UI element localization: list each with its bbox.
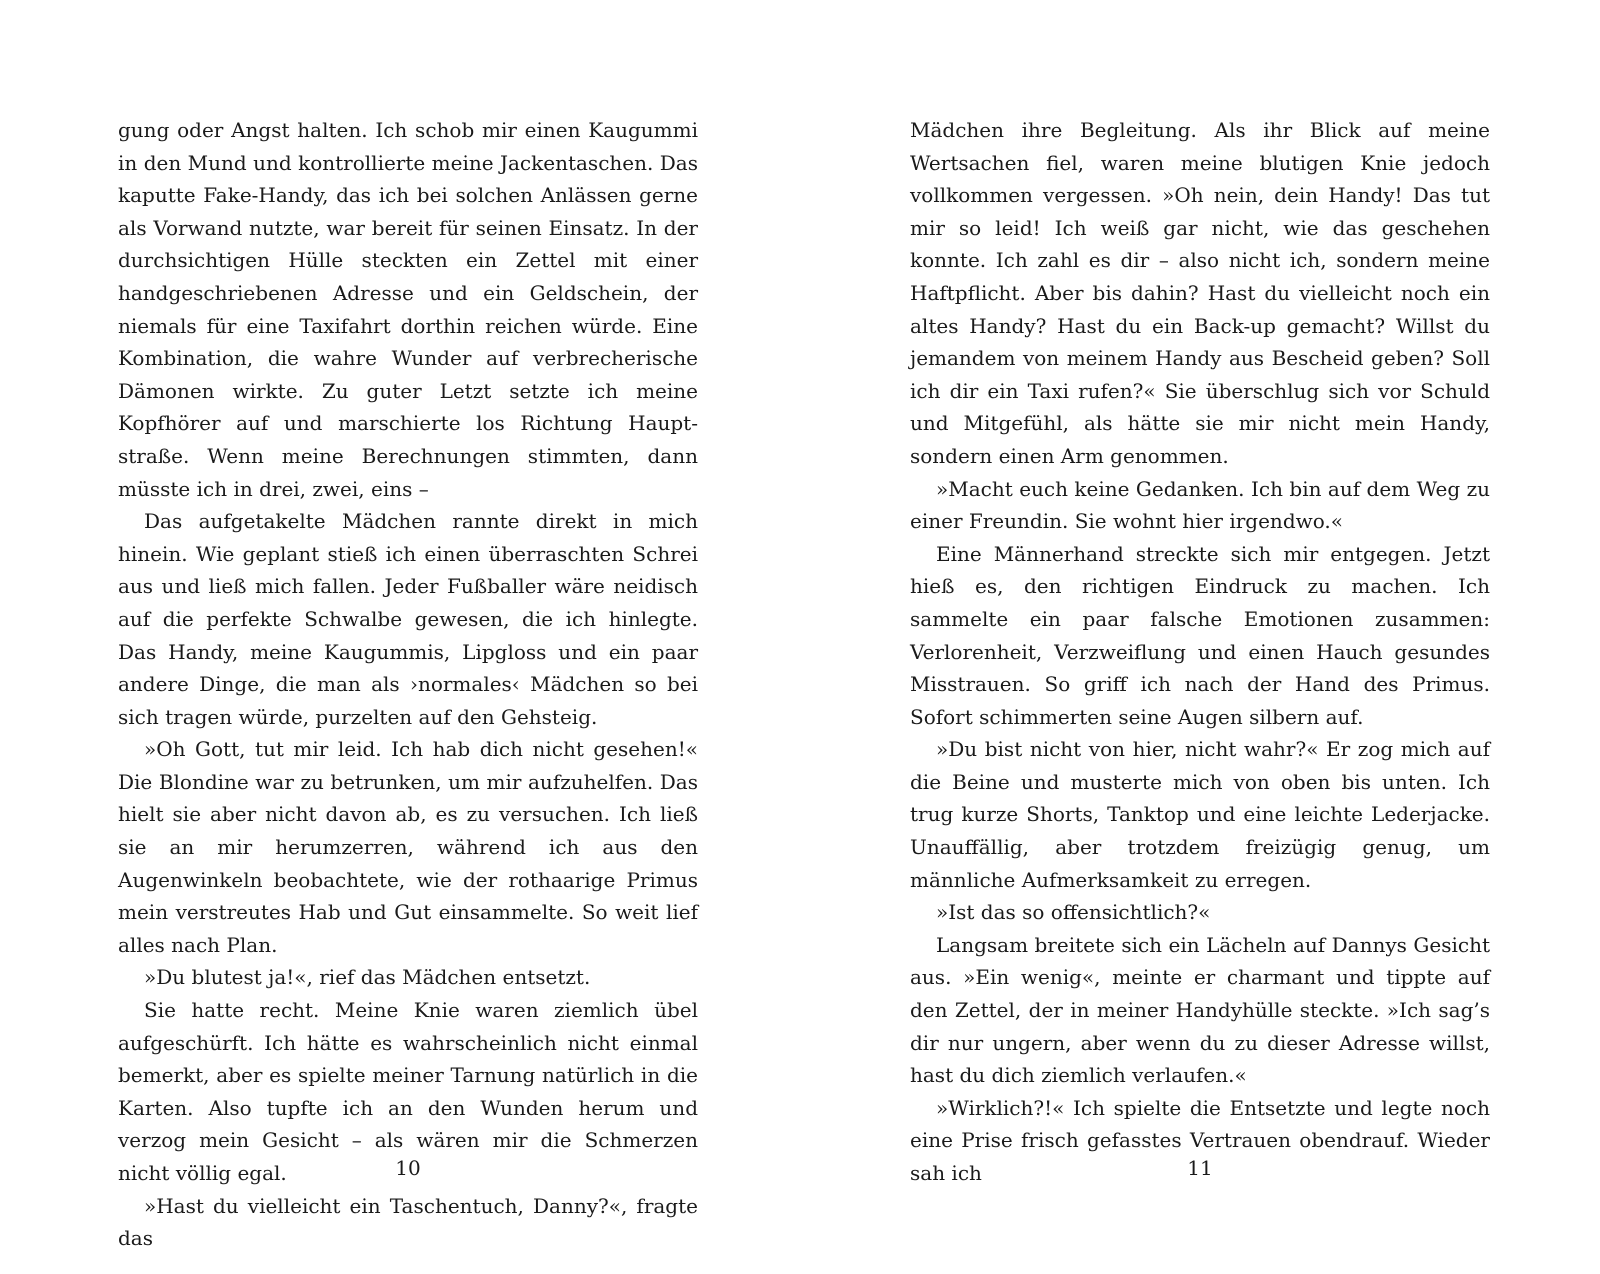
paragraph: »Hast du vielleicht ein Taschentuch, Danny?«, fragte das — [118, 1193, 698, 1251]
paragraph: »Ist das so offensichtlich?« — [936, 900, 1211, 925]
paragraph: Mädchen ihre Begleitung. Als ihr Blick auf meine Wertsachen fiel, waren meine blutigen Knie jedoch vollkommen vergessen. »Oh nein, dein Handy! Das tut mir so leid! Ich weiß gar nicht, wie das geschehen konnte. Ich zahl es dir – also nicht ich, sondern meine Haftpflicht. Aber bis dahin? Hast du vielleicht noch ein altes Handy? Hast du ein Back-up gemacht? Willst du jemandem von meinem Handy aus Bescheid geben? Soll ich dir ein Taxi rufen?« Sie überschlug sich vor Schuld und Mitgefühl, als hätte sie mir nicht mein Handy, sondern einen Arm genommen. — [910, 118, 1490, 468]
right-page — [910, 114, 1490, 1190]
paragraph: »Wirklich?!« Ich spielte die Entsetzte und legte noch eine Prise frisch gefasstes Vertrauen obendrauf. Wieder sah ich — [910, 1095, 1490, 1185]
paragraph: gung oder Angst halten. Ich schob mir einen Kaugummi in den Mund und kontrollierte meine Jackentaschen. Das kaputte Fake-Handy, das ich bei solchen Anlässen gerne als Vorwand nutzte, war bereit für seinen Einsatz. In der durchsichtigen Hülle steckten ein Zettel mit einer handgeschriebenen Adresse und ein Geldschein, der niemals für eine Taxifahrt dorthin reichen würde. Eine Kombination, die wahre Wunder auf verbrecherische Dämonen wirkte. Zu guter Letzt setzte ich meine Kopfhörer auf und marschierte los Richtung Hauptstraße. Wenn meine Berechnungen stimmten, dann müsste ich in drei, zwei, eins – — [118, 118, 698, 501]
left-page-text — [118, 114, 698, 1255]
paragraph: »Oh Gott, tut mir leid. Ich hab dich nicht gesehen!« Die Blondine war zu betrunken, um mir aufzuhelfen. Das hielt sie aber nicht davon ab, es zu versuchen. Ich ließ sie an mir herumzerren, während ich aus den Augenwinkeln beobachtete, wie der rothaarige Primus mein verstreutes Hab und Gut einsammelte. So weit lief alles nach Plan. — [118, 737, 698, 957]
paragraph: Eine Männerhand streckte sich mir entgegen. Jetzt hieß es, den richtigen Eindruck zu machen. Ich sammelte ein paar falsche Emotionen zusammen: Verlorenheit, Verzweiflung und einen Hauch gesundes Misstrauen. So griff ich nach der Hand des Primus. Sofort schimmerten seine Augen silbern auf. — [910, 541, 1490, 729]
paragraph: »Macht euch keine Gedanken. Ich bin auf dem Weg zu einer Freundin. Sie wohnt hier irgendwo.« — [910, 476, 1490, 534]
left-page — [118, 114, 698, 1255]
paragraph: Das aufgetakelte Mädchen rannte direkt in mich hinein. Wie geplant stieß ich einen überraschten Schrei aus und ließ mich fallen. Jeder Fußballer wäre neidisch auf die perfekte Schwalbe gewesen, die ich hinlegte. Das Handy, meine Kaugummis, Lipgloss und ein paar andere Dinge, die man als ›normales‹ Mädchen so bei sich tragen würde, purzelten auf den Gehsteig. — [118, 509, 698, 729]
paragraph: Langsam breitete sich ein Lächeln auf Dannys Gesicht aus. »Ein wenig«, meinte er charmant und tippte auf den Zettel, der in meiner Handyhülle steckte. »Ich sag’s dir nur ungern, aber wenn du zu dieser Adresse willst, hast du dich ziemlich verlaufen.« — [910, 932, 1490, 1088]
page-number-left: 10 — [395, 1156, 421, 1180]
page-number-right: 11 — [1187, 1156, 1213, 1180]
paragraph: Sie hatte recht. Meine Knie waren ziemlich übel aufgeschürft. Ich hätte es wahrscheinlich nicht einmal bemerkt, aber es spielte meiner Tarnung natürlich in die Karten. Also tupfte ich an den Wunden herum und verzog mein Gesicht – als wären mir die Schmerzen nicht völlig egal. — [118, 998, 698, 1185]
paragraph: »Du blutest ja!«, rief das Mädchen entsetzt. — [144, 965, 591, 990]
right-page-text — [910, 114, 1490, 1190]
paragraph: »Du bist nicht von hier, nicht wahr?« Er zog mich auf die Beine und musterte mich von oben bis unten. Ich trug kurze Shorts, Tanktop und eine leichte Lederjacke. Unauffällig, aber trotzdem freizügig genug, um männliche Aufmerksamkeit zu erregen. — [910, 737, 1490, 892]
